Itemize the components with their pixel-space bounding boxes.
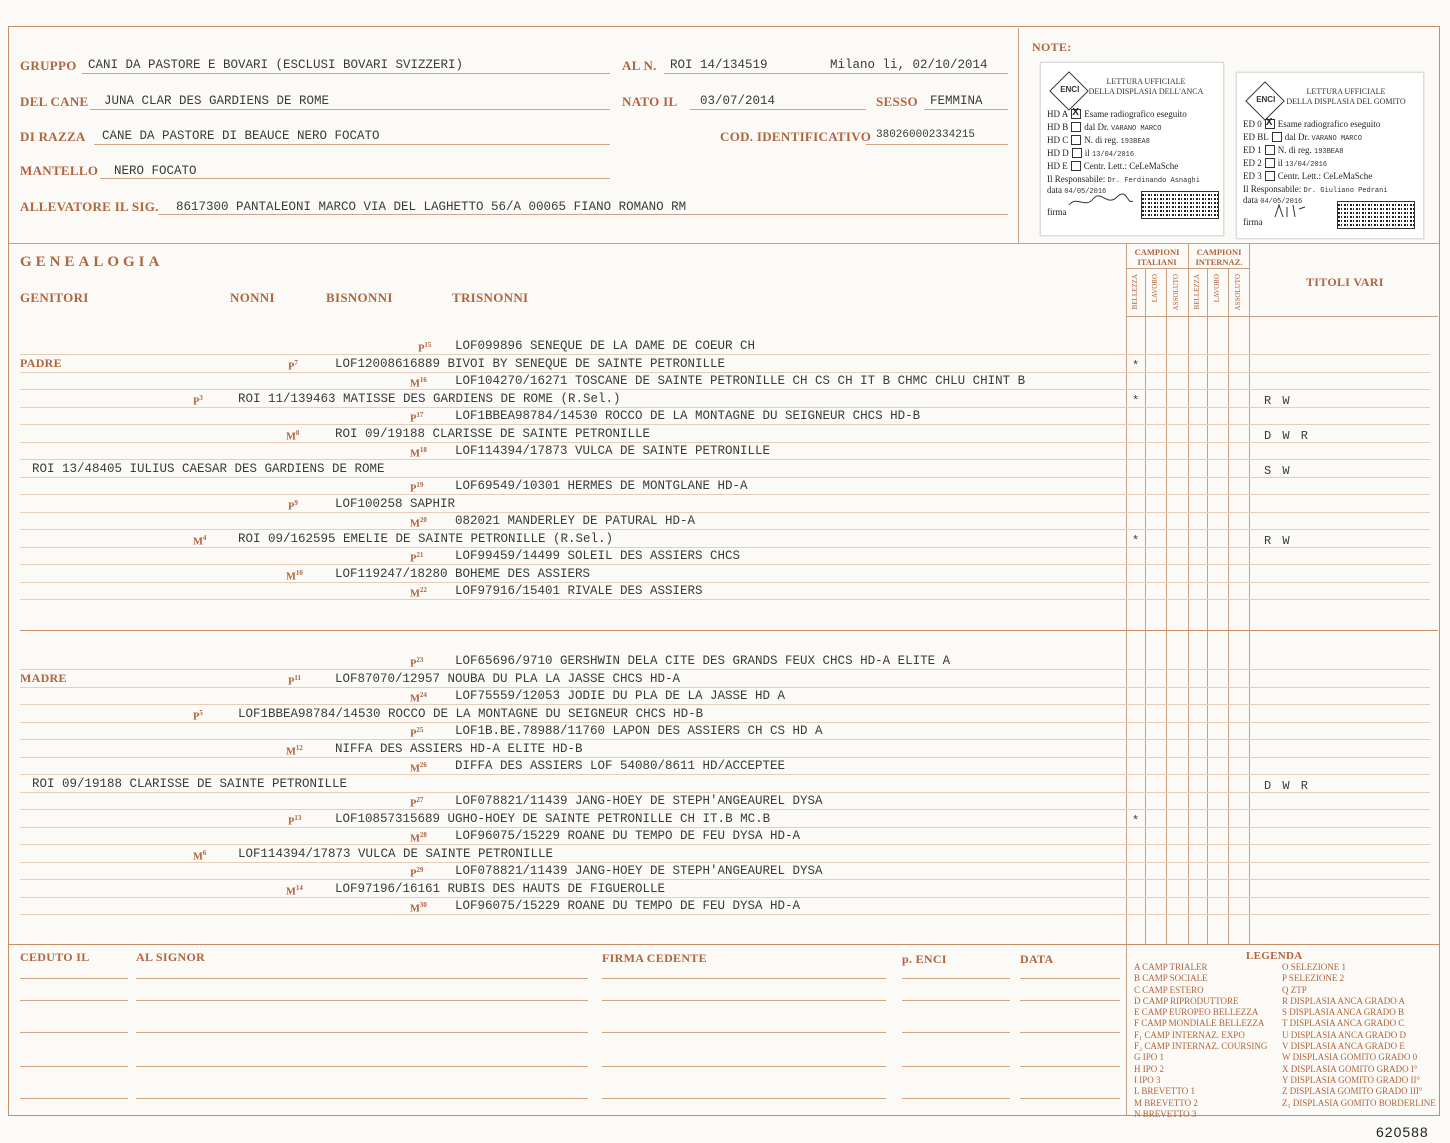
- row-rule: [20, 372, 1430, 373]
- row-rule: [20, 564, 1430, 565]
- madre-label: MADRE: [20, 671, 67, 685]
- champ-col-line: [1207, 268, 1208, 944]
- enci-logo: ENCI: [1245, 81, 1285, 121]
- ancestor-position-marker: $P^{19}$: [410, 481, 424, 495]
- title-codes: R W: [1264, 393, 1292, 408]
- al-signor-label: AL SIGNOR: [136, 950, 206, 964]
- ancestor-position-marker: $M^4$: [193, 533, 207, 547]
- del-cane-label: DEL CANE: [20, 94, 89, 109]
- p-enci-label: p. ENCI: [902, 952, 947, 966]
- genealogy-top-rule: [9, 243, 1439, 244]
- ancestor-name: ROI 11/139463 MATISSE DES GARDIENS DE ROME (R.Sel.): [238, 391, 621, 406]
- row-rule: [20, 774, 1430, 775]
- legend-item: P SELEZIONE 2: [1282, 973, 1345, 984]
- padre-label: PADRE: [20, 356, 62, 370]
- legend-item: L BREVETTO 1: [1134, 1086, 1195, 1097]
- ancestor-name: LOF099896 SENEQUE DE LA DAME DE COEUR CH: [455, 339, 756, 353]
- ancestor-position-marker: $M^8$: [286, 428, 300, 442]
- transfer-line: [136, 1098, 588, 1099]
- row-rule: [20, 739, 1430, 740]
- legend-item: V DISPLASIA ANCA GRADO E: [1282, 1041, 1405, 1052]
- razza-value: CANE DA PASTORE DI BEAUCE NERO FOCATO: [102, 129, 380, 143]
- sub-col-assoluto: ASSOLUTO: [1234, 274, 1242, 311]
- titoli-vari-header: TITOLI VARI: [1306, 275, 1384, 289]
- ancestor-position-marker: $P^{13}$: [288, 813, 302, 827]
- transfer-line: [136, 978, 588, 979]
- checkbox-icon: [1272, 132, 1282, 142]
- transfer-line: [136, 1032, 588, 1033]
- legend-item: C CAMP ESTERO: [1134, 984, 1204, 995]
- legenda-title: LEGENDA: [1246, 950, 1303, 962]
- transfer-line: [20, 978, 128, 979]
- ancestor-name: LOF114394/17873 VULCA DE SAINTE PETRONILLE: [455, 444, 771, 458]
- ancestor-position-marker: $M^{14}$: [286, 883, 303, 897]
- champ-col-line: [1228, 268, 1229, 944]
- row-rule: [20, 599, 1430, 600]
- checkbox-icon: [1071, 122, 1081, 132]
- legend-item: F CAMP MONDIALE BELLEZZA: [1134, 1018, 1265, 1029]
- row-rule: [20, 459, 1430, 460]
- legend-divider: [1126, 945, 1127, 1115]
- checkbox-checked-icon: [1071, 109, 1081, 119]
- legend-item: H IPO 2: [1134, 1063, 1165, 1074]
- legend-item: W DISPLASIA GOMITO GRADO 0: [1282, 1052, 1418, 1063]
- ancestor-name: LOF69549/10301 HERMES DE MONTGLANE HD-A: [455, 479, 748, 493]
- row-rule: [20, 389, 1430, 390]
- row-rule: [20, 844, 1430, 845]
- champ-col-line: [1166, 268, 1167, 944]
- ancestor-name: ROI 13/48405 IULIUS CAESAR DES GARDIENS DE ROME: [32, 461, 385, 476]
- hip-dysplasia-card: ENCI LETTURA UFFICIALE DELLA DISPLASIA DELL'ANCA HD AX Esame radiografico eseguito HD B dal Dr. VARANO MARCO HD C N. di reg. 193BEA8 HD D il 13/04/2016 HD E Centr. Lett.: CeLeMaSche Il Responsabile: Dr. Ferdinando Asnaghi data 04/05/2016 firma: [1040, 62, 1224, 236]
- ancestor-name: LOF1BBEA98784/14530 ROCCO DE LA MONTAGNE DU SEIGNEUR CHCS HD-B: [455, 409, 921, 423]
- sub-col-assoluto: ASSOLUTO: [1172, 274, 1180, 311]
- elbow-dysplasia-card: ENCI LETTURA UFFICIALE DELLA DISPLASIA DEL GOMITO ED 0X Esame radiografico eseguito ED BL dal Dr. VARANO MARCO ED 1 N. di reg. 193BEA8 ED 2 il 13/04/2016 ED 3 Centr. Lett.: CeLeMaSche Il Responsabile: Dr. Giuliano Pedrani data 04/05/2016 firma: [1236, 72, 1424, 239]
- legend-item: O SELEZIONE 1: [1282, 962, 1346, 972]
- ancestor-name: LOF87070/12957 NOUBA DU PLA LA JASSE CHCS HD-A: [335, 671, 681, 686]
- gruppo-label: GRUPPO: [20, 58, 77, 73]
- ancestor-name: LOF97916/15401 RIVALE DES ASSIERS: [455, 584, 703, 598]
- ancestor-position-marker: $P^{25}$: [410, 726, 424, 740]
- transfer-line: [602, 1066, 886, 1067]
- ancestor-position-marker: $P^{29}$: [410, 866, 424, 880]
- ancestor-position-marker: $M^{10}$: [286, 568, 303, 582]
- checkbox-icon: [1265, 158, 1275, 168]
- ancestor-position-marker: $P^{17}$: [410, 411, 424, 425]
- row-rule: [20, 722, 1430, 723]
- ancestor-position-marker: $M^{26}$: [410, 761, 427, 775]
- legend-item: X DISPLASIA GOMITO GRADO I°: [1282, 1063, 1418, 1074]
- barcode-icon: [1337, 201, 1415, 229]
- notes-label: NOTE:: [1032, 40, 1072, 54]
- legend-item: T DISPLASIA ANCA GRADO C: [1282, 1018, 1405, 1029]
- enci-logo: ENCI: [1049, 71, 1089, 111]
- sub-col-bellezza: BELLEZZA: [1193, 274, 1201, 310]
- ancestor-name: LOF96075/15229 ROANE DU TEMPO DE FEU DYSA HD-A: [455, 899, 801, 913]
- ancestor-position-marker: $M^{24}$: [410, 691, 427, 705]
- genealogy-title: GENEALOGIA: [20, 254, 164, 270]
- notes-divider: [1018, 28, 1019, 243]
- col-trisnonni: TRISNONNI: [452, 290, 529, 305]
- ancestor-position-marker: $M^{16}$: [410, 376, 427, 390]
- ancestor-name: LOF97196/16161 RUBIS DES HAUTS DE FIGUEROLLE: [335, 881, 666, 896]
- ancestor-name: DIFFA DES ASSIERS LOF 54080/8611 HD/ACCEPTEE: [455, 759, 786, 773]
- legend-item: F₂ CAMP INTERNAZ. COURSING: [1134, 1041, 1268, 1052]
- ancestor-position-marker: $P^9$: [288, 498, 298, 512]
- ancestor-name: ROI 09/19188 CLARISSE DE SAINTE PETRONILLE: [335, 426, 651, 441]
- al-n-value: ROI 14/134519: [670, 58, 768, 72]
- ancestor-position-marker: $P^5$: [193, 708, 203, 722]
- ancestor-position-marker: $M^{20}$: [410, 516, 427, 530]
- title-codes: R W: [1264, 533, 1292, 548]
- champ-col-line: [1249, 244, 1250, 944]
- ancestor-name: LOF1B.BE.78988/11760 LAPON DES ASSIERS CH CS HD A: [455, 724, 823, 738]
- champ-col-line: [1145, 268, 1146, 944]
- champ-header-rule: [1126, 268, 1249, 269]
- transfer-line: [602, 1098, 886, 1099]
- mantello-label: MANTELLO: [20, 163, 99, 178]
- legend-item: S DISPLASIA ANCA GRADO B: [1282, 1007, 1405, 1018]
- legend-item: U DISPLASIA ANCA GRADO D: [1282, 1029, 1407, 1040]
- transfer-line: [1020, 1000, 1120, 1001]
- champ-col-line: [1188, 244, 1189, 944]
- del-cane-underline: [90, 109, 610, 110]
- champ-col-line: [1126, 244, 1127, 944]
- allevatore-underline: [158, 214, 1008, 215]
- ancestor-position-marker: $P^{11}$: [288, 673, 302, 687]
- champion-star-icon: *: [1132, 813, 1140, 828]
- checkbox-icon: [1265, 171, 1275, 181]
- col-nonni: NONNI: [230, 290, 275, 305]
- padre-madre-divider: [20, 630, 1438, 631]
- ancestor-position-marker: $P^{21}$: [410, 551, 424, 565]
- cod-label: COD. IDENTIFICATIVO: [720, 129, 872, 144]
- checkbox-checked-icon: [1265, 119, 1275, 129]
- transfer-line: [136, 1066, 588, 1067]
- row-rule: [20, 809, 1430, 810]
- hip-card-title: LETTURA UFFICIALE DELLA DISPLASIA DELL'ANCA: [1088, 77, 1204, 96]
- row-rule: [20, 477, 1430, 478]
- ancestor-name: 082021 MANDERLEY DE PATURAL HD-A: [455, 514, 696, 528]
- champion-star-icon: *: [1132, 533, 1140, 548]
- checkbox-icon: [1071, 135, 1081, 145]
- legend-item: Z DISPLASIA GOMITO GRADO III°: [1282, 1086, 1423, 1097]
- legend-item: B CAMP SOCIALE: [1134, 973, 1208, 984]
- transfer-line: [902, 1032, 1010, 1033]
- legend-item: Q ZTP: [1282, 984, 1307, 995]
- transfer-line: [902, 978, 1010, 979]
- document-frame: [8, 26, 1440, 1116]
- razza-underline: [94, 144, 610, 145]
- row-rule: [20, 862, 1430, 863]
- ancestor-name: LOF65696/9710 GERSHWIN DELA CITE DES GRANDS FEUX CHCS HD-A ELITE A: [455, 654, 951, 668]
- al-n-label: AL N.: [622, 58, 657, 73]
- nato-il-underline: [690, 109, 866, 110]
- cod-value: 380260002334215: [876, 129, 976, 141]
- al-n-underline: [664, 73, 1008, 74]
- ancestor-name: LOF119247/18280 BOHEME DES ASSIERS: [335, 566, 591, 581]
- ancestor-name: LOF078821/11439 JANG-HOEY DE STEPH'ANGEAUREL DYSA: [455, 864, 823, 878]
- row-rule: [20, 914, 1430, 915]
- ancestor-name: LOF114394/17873 VULCA DE SAINTE PETRONILLE: [238, 846, 554, 861]
- transfer-line: [902, 1066, 1010, 1067]
- col-bisnonni: BISNONNI: [326, 290, 393, 305]
- barcode-icon: [1141, 191, 1219, 219]
- row-rule: [20, 529, 1430, 530]
- row-rule: [20, 897, 1430, 898]
- title-codes: D W R: [1264, 428, 1311, 443]
- transfer-line: [602, 978, 886, 979]
- checkbox-icon: [1265, 145, 1275, 155]
- ancestor-position-marker: $M^{30}$: [410, 901, 427, 915]
- signature: [1273, 201, 1313, 221]
- mantello-underline: [100, 178, 610, 179]
- transfer-line: [20, 1032, 128, 1033]
- title-codes: D W R: [1264, 778, 1311, 793]
- signature: [1067, 191, 1135, 211]
- allevatore-label: ALLEVATORE IL SIG.: [20, 199, 159, 214]
- legend-item: I IPO 3: [1134, 1074, 1161, 1085]
- ancestor-name: LOF75559/12053 JODIE DU PLA DE LA JASSE HD A: [455, 689, 786, 703]
- cod-underline: [866, 144, 1008, 145]
- ancestor-name: LOF078821/11439 JANG-HOEY DE STEPH'ANGEAUREL DYSA: [455, 794, 823, 808]
- sesso-label: SESSO: [876, 94, 918, 109]
- transfer-line: [1020, 1032, 1120, 1033]
- firma-cedente-label: FIRMA CEDENTE: [602, 951, 707, 965]
- gruppo-underline: [82, 73, 610, 74]
- sesso-underline: [924, 109, 1008, 110]
- transfer-line: [20, 1000, 128, 1001]
- legend-item: M BREVETTO 2: [1134, 1097, 1198, 1108]
- campioni-internaz-header: CAMPIONI INTERNAZ.: [1195, 247, 1243, 267]
- row-rule: [20, 494, 1430, 495]
- row-rule: [20, 687, 1430, 688]
- legend-left-list: [1134, 962, 1267, 1120]
- title-codes: S W: [1264, 463, 1292, 478]
- transfer-line: [20, 1066, 128, 1067]
- ancestor-position-marker: $M^{18}$: [410, 446, 427, 460]
- ancestor-name: ROI 09/19188 CLARISSE DE SAINTE PETRONILLE: [32, 776, 348, 791]
- serial-number: 620588: [1376, 1124, 1429, 1140]
- champion-star-icon: *: [1132, 358, 1140, 373]
- elbow-card-title: LETTURA UFFICIALE DELLA DISPLASIA DEL GOMITO: [1286, 87, 1406, 106]
- legend-right-list: [1282, 962, 1436, 1109]
- ancestor-name: LOF100258 SAPHIR: [335, 496, 456, 511]
- row-rule: [20, 757, 1430, 758]
- gruppo-value: CANI DA PASTORE E BOVARI (ESCLUSI BOVARI SVIZZERI): [88, 58, 464, 72]
- footer-top-rule: [9, 944, 1439, 945]
- ancestor-name: NIFFA DES ASSIERS HD-A ELITE HD-B: [335, 741, 583, 756]
- row-rule: [20, 424, 1430, 425]
- ceduto-il-label: CEDUTO IL: [20, 950, 90, 964]
- sub-col-bellezza: BELLEZZA: [1131, 274, 1139, 310]
- row-rule: [20, 442, 1430, 443]
- ancestor-name: LOF1BBEA98784/14530 ROCCO DE LA MONTAGNE DU SEIGNEUR CHCS HD-B: [238, 706, 704, 721]
- razza-label: DI RAZZA: [20, 129, 86, 144]
- ancestor-position-marker: $P^7$: [288, 358, 298, 372]
- legend-item: Z₁ DISPLASIA GOMITO BORDERLINE: [1282, 1097, 1436, 1108]
- row-rule: [20, 582, 1430, 583]
- legend-item: D CAMP RIPRODUTTORE: [1134, 995, 1239, 1006]
- row-rule: [20, 407, 1430, 408]
- transfer-line: [902, 1098, 1010, 1099]
- legend-item: A CAMP TRIALER: [1134, 962, 1208, 972]
- nato-il-value: 03/07/2014: [700, 94, 776, 108]
- row-rule: [20, 669, 1430, 670]
- place-date: Milano li, 02/10/2014: [830, 58, 988, 72]
- transfer-line: [1020, 1098, 1120, 1099]
- campioni-italiani-header: CAMPIONI ITALIANI: [1134, 247, 1180, 267]
- champ-header-rule: [1126, 316, 1438, 317]
- legend-item: Y DISPLASIA GOMITO GRADO II°: [1282, 1074, 1421, 1085]
- ancestor-name: LOF96075/15229 ROANE DU TEMPO DE FEU DYSA HD-A: [455, 829, 801, 843]
- row-rule: [20, 512, 1430, 513]
- col-genitori: GENITORI: [20, 290, 89, 305]
- ancestor-name: LOF99459/14499 SOLEIL DES ASSIERS CHCS: [455, 549, 741, 563]
- ancestor-name: ROI 09/162595 EMELIE DE SAINTE PETRONILLE (R.Sel.): [238, 531, 614, 546]
- transfer-line: [136, 1000, 588, 1001]
- ancestor-position-marker: $M^{28}$: [410, 831, 427, 845]
- transfer-line: [20, 1098, 128, 1099]
- nato-il-label: NATO IL: [622, 94, 678, 109]
- ancestor-position-marker: $P^{23}$: [410, 656, 424, 670]
- ancestor-position-marker: $M^6$: [193, 848, 207, 862]
- ancestor-position-marker: $M^{12}$: [286, 743, 303, 757]
- ancestor-position-marker: $M^{22}$: [410, 586, 427, 600]
- ancestor-name: LOF104270/16271 TOSCANE DE SAINTE PETRONILLE CH CS CH IT B CHMC CHLU CHINT B: [455, 374, 1026, 388]
- ancestor-name: LOF10857315689 UGHO-HOEY DE SAINTE PETRONILLE CH IT.B MC.B: [335, 811, 771, 826]
- legend-item: G IPO 1: [1134, 1052, 1165, 1063]
- ancestor-position-marker: $P^3$: [193, 393, 203, 407]
- mantello-value: NERO FOCATO: [114, 164, 197, 178]
- legend-item: N BREVETTO 3: [1134, 1108, 1197, 1119]
- sub-col-lavoro: LAVORO: [1213, 274, 1221, 303]
- transfer-line: [602, 1032, 886, 1033]
- ancestor-position-marker: $P^{27}$: [410, 796, 424, 810]
- row-rule: [20, 354, 1430, 355]
- transfer-line: [602, 1000, 886, 1001]
- legend-item: F₁ CAMP INTERNAZ. EXPO: [1134, 1029, 1245, 1040]
- data-label: DATA: [1020, 952, 1054, 966]
- ancestor-position-marker: $P^{15}$: [418, 341, 432, 355]
- del-cane-value: JUNA CLAR DES GARDIENS DE ROME: [104, 94, 330, 108]
- transfer-line: [902, 1000, 1010, 1001]
- row-rule: [20, 704, 1430, 705]
- checkbox-icon: [1072, 148, 1082, 158]
- legend-item: E CAMP EUROPEO BELLEZZA: [1134, 1007, 1259, 1018]
- row-rule: [20, 827, 1430, 828]
- sub-col-lavoro: LAVORO: [1151, 274, 1159, 303]
- sesso-value: FEMMINA: [930, 94, 983, 108]
- row-rule: [20, 547, 1430, 548]
- checkbox-icon: [1071, 161, 1081, 171]
- row-rule: [20, 879, 1430, 880]
- row-rule: [20, 792, 1430, 793]
- transfer-line: [1020, 1066, 1120, 1067]
- ancestor-name: LOF12008616889 BIVOI BY SENEQUE DE SAINTE PETRONILLE: [335, 356, 726, 371]
- legend-item: R DISPLASIA ANCA GRADO A: [1282, 995, 1406, 1006]
- allevatore-value: 8617300 PANTALEONI MARCO VIA DEL LAGHETTO 56/A 00065 FIANO ROMANO RM: [176, 200, 687, 214]
- champion-star-icon: *: [1132, 393, 1140, 408]
- transfer-line: [1020, 978, 1120, 979]
